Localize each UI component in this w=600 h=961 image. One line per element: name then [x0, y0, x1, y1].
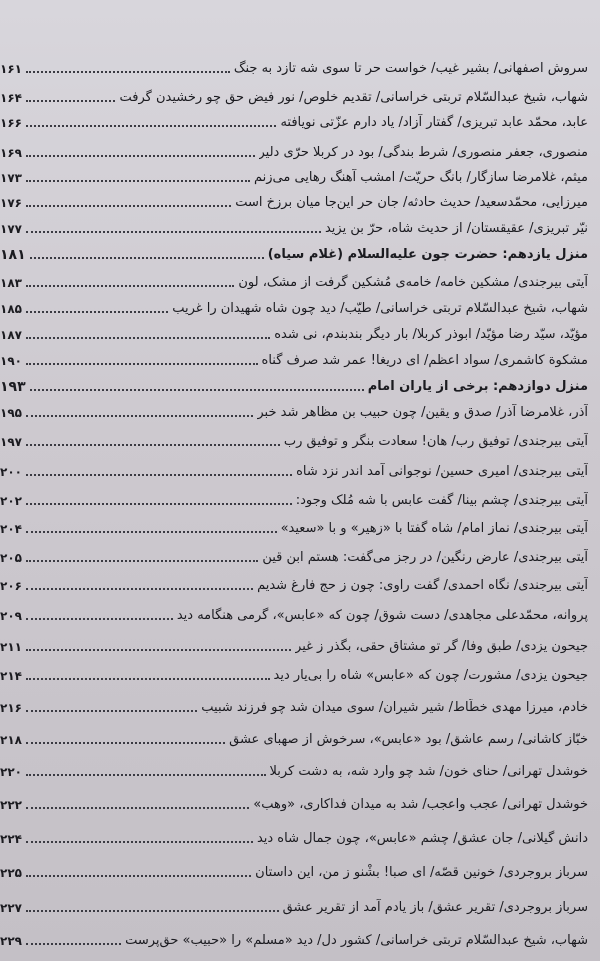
dot-leader	[26, 678, 270, 680]
page-number: ۱۸۳	[0, 276, 22, 290]
dot-leader	[26, 155, 255, 157]
dot-leader	[30, 257, 264, 259]
page-number: ۲۰۲	[0, 494, 22, 508]
entry-title: خبّاز کاشانی/ رسم عاشق/ بود «عابس»، سرخوش از صهبای عشق	[229, 732, 588, 747]
entry-title: آیتی بیرجندی/ عارض رنگین/ در رجز می‌گفت: هستم ابن قین	[262, 550, 588, 565]
page-number: ۱۹۷	[0, 435, 22, 449]
toc-section-heading	[0, 374, 588, 396]
page-number: ۲۲۴	[0, 832, 22, 846]
toc-entry	[0, 216, 588, 238]
entry-title: خوشدل تهرانی/ حنای خون/ شد چو وارد شه، به دشت کربلا	[269, 764, 588, 779]
page-number: ۱۸۷	[0, 328, 22, 342]
dot-leader	[26, 910, 279, 912]
entry-title: آیتی بیرجندی/ نماز امام/ شاه گفتا با «زهیر» و با «سعید»	[280, 521, 588, 536]
toc-entry	[0, 270, 588, 292]
dot-leader	[26, 444, 280, 446]
page-number: ۱۷۷	[0, 222, 22, 236]
dot-leader	[26, 415, 253, 417]
page-number: ۱۷۶	[0, 196, 22, 210]
toc-entry	[0, 727, 588, 749]
toc-entry	[0, 488, 588, 510]
dot-leader	[26, 503, 292, 505]
entry-title: جیحون یزدی/ مشورت/ چون که «عابس» شاه را بی‌یار دید	[273, 668, 588, 683]
page-number: ۱۶۱	[0, 62, 22, 76]
entry-title: آیتی بیرجندی/ امیری حسین/ نوجوانی آمد اندر نزد شاه	[296, 464, 588, 479]
dot-leader	[26, 531, 277, 533]
dot-leader	[26, 774, 266, 776]
dot-leader	[26, 311, 168, 313]
page-number: ۲۲۵	[0, 866, 22, 880]
toc-entry	[0, 860, 588, 882]
page-number: ۲۰۹	[0, 609, 22, 623]
entry-title: شهاب، شیخ عبدالسّلام تربتی خراسانی/ تقدیم خلوص/ نور فیض حق چو رخشیدن گرفت	[119, 90, 588, 105]
toc-entry	[0, 459, 588, 481]
entry-title: شهاب، شیخ عبدالسّلام تربتی خراسانی/ کشور دل/ دید «مسلم» را «حبیب» حق‌پرست	[125, 933, 588, 948]
dot-leader	[26, 588, 253, 590]
dot-leader	[26, 71, 230, 73]
toc-entry	[0, 110, 588, 132]
page-number: ۲۱۸	[0, 733, 22, 747]
entry-title: سروش اصفهانی/ بشیر غیب/ خواست حر تا سوی شه تازد به جنگ	[233, 61, 588, 76]
toc-entry	[0, 634, 588, 656]
section-title: منزل یازدهم: حضرت جون علیه‌السلام (غلام سیاه)	[267, 247, 588, 262]
dot-leader	[26, 841, 253, 843]
page-number: ۱۹۵	[0, 406, 22, 420]
toc-entry	[0, 695, 588, 717]
page-number: ۲۱۴	[0, 669, 22, 683]
page-number: ۲۰۰	[0, 465, 22, 479]
dot-leader	[26, 710, 197, 712]
dot-leader	[26, 180, 250, 182]
entry-title: آیتی بیرجندی/ نگاه احمدی/ گفت راوی: چون ز حج فارغ شدیم	[257, 578, 588, 593]
dot-leader	[26, 943, 121, 945]
page-number: ۱۸۵	[0, 302, 22, 316]
toc-entry	[0, 545, 588, 567]
dot-leader	[26, 875, 251, 877]
toc-entry	[0, 190, 588, 212]
toc-entry	[0, 296, 588, 318]
page-number: ۲۲۰	[0, 765, 22, 779]
toc-entry	[0, 85, 588, 107]
page-number: ۲۱۱	[0, 640, 22, 654]
dot-leader	[26, 125, 276, 127]
toc-entry	[0, 895, 588, 917]
toc-entry	[0, 400, 588, 422]
entry-title: نیّر تبریزی/ عقیقستان/ از حدیث شاه، حرّ بن یزید	[324, 221, 588, 236]
page-number: ۲۲۹	[0, 934, 22, 948]
page-number: ۱۸۱	[0, 247, 26, 263]
entry-title: دانش گیلانی/ جان عشق/ چشم «عابس»، چون جمال شاه دید	[256, 831, 588, 846]
entry-title: شهاب، شیخ عبدالسّلام تربتی خراسانی/ طیّب/ دید چون شاه شهیدان را غریب	[172, 301, 588, 316]
toc-entry	[0, 573, 588, 595]
entry-title: آیتی بیرجندی/ چشم بینا/ گفت عابس با شه مُلک وجود:	[295, 493, 588, 508]
entry-title: مشکوة کاشمری/ سواد اعظم/ ای دریغا! عمر شد صرف گناه	[261, 353, 588, 368]
page-number: ۱۶۶	[0, 116, 22, 130]
entry-title: مؤیّد، سیّد رضا مؤیّد/ ابوذر کربلا/ بار دیگر بندبندم، نی شده	[274, 327, 588, 342]
dot-leader	[26, 100, 115, 102]
toc-entry	[0, 663, 588, 685]
toc-entry	[0, 56, 588, 78]
dot-leader	[26, 618, 173, 620]
dot-leader	[26, 205, 231, 207]
page-number: ۱۶۴	[0, 91, 22, 105]
entry-title: عابد، محمّد عابد تبریزی/ گفتار آزاد/ یاد دارم عزّتی نویافته	[280, 115, 588, 130]
toc-entry	[0, 759, 588, 781]
page-number: ۲۰۵	[0, 551, 22, 565]
entry-title: سرباز بروجردی/ تقریر عشق/ باز یادم آمد از تقریر عشق	[282, 900, 588, 915]
dot-leader	[26, 807, 249, 809]
page-number: ۲۰۶	[0, 579, 22, 593]
entry-title: جیحون یزدی/ طبق وفا/ گر تو مشتاق حقی، بگذر ز غیر	[295, 639, 588, 654]
entry-title: میرزایی، محمّدسعید/ حدیث حادثه/ جان حر این‌جا میان برزخ است	[235, 195, 588, 210]
page-number: ۱۹۰	[0, 354, 22, 368]
dot-leader	[26, 742, 225, 744]
dot-leader	[30, 389, 364, 391]
toc-entry	[0, 429, 588, 451]
page-number: ۱۶۹	[0, 146, 22, 160]
page-number: ۱۷۳	[0, 171, 22, 185]
dot-leader	[26, 231, 321, 233]
toc-section-heading	[0, 242, 588, 264]
toc-entry	[0, 516, 588, 538]
dot-leader	[26, 285, 234, 287]
toc-entry	[0, 928, 588, 950]
toc-entry	[0, 826, 588, 848]
dot-leader	[26, 649, 291, 651]
entry-title: آذر، غلامرضا آذر/ صدق و یقین/ چون حبیب بن مظاهر شد خبر	[257, 405, 588, 420]
dot-leader	[26, 363, 258, 365]
entry-title: پروانه، محمّدعلی مجاهدی/ دست شوق/ چون که «عابس»، گرمی هنگامه دید	[176, 608, 588, 623]
toc-entry	[0, 322, 588, 344]
toc-entry	[0, 165, 588, 187]
toc-entry	[0, 603, 588, 625]
toc-entry	[0, 140, 588, 162]
entry-title: آیتی بیرجندی/ مشکین خامه/ خامه‌ی مُشکین گرفت از مشک، لون	[238, 275, 588, 290]
toc-entry	[0, 348, 588, 370]
dot-leader	[26, 474, 292, 476]
entry-title: آیتی بیرجندی/ توفیق رب/ هان! سعادت بنگر و توفیق رب	[283, 434, 588, 449]
page-number: ۲۰۴	[0, 522, 22, 536]
entry-title: میثم، غلامرضا سازگار/ بانگ حریّت/ امشب آهنگ رهایی می‌زنم	[253, 170, 588, 185]
page-number: ۲۱۶	[0, 701, 22, 715]
page-number: ۱۹۳	[0, 379, 26, 395]
entry-title: خوشدل تهرانی/ عجب واعجب/ شد به میدان فداکاری، «وهب»	[253, 797, 588, 812]
entry-title: خادم، میرزا مهدی خطّاط/ شیر شیران/ سوی میدان شد چو فرزند شبیب	[201, 700, 588, 715]
dot-leader	[26, 337, 270, 339]
dot-leader	[26, 560, 258, 562]
entry-title: منصوری، جعفر منصوری/ شرط بندگی/ بود در کربلا حرّی دلیر	[258, 145, 588, 160]
toc-entry	[0, 792, 588, 814]
page-number: ۲۲۲	[0, 798, 22, 812]
page-number: ۲۲۷	[0, 901, 22, 915]
entry-title: سرباز بروجردی/ خونین قصّه/ ای صبا! بشْنو ز من، این داستان	[255, 865, 588, 880]
section-title: منزل دوازدهم: برخی از یاران امام	[367, 379, 588, 394]
